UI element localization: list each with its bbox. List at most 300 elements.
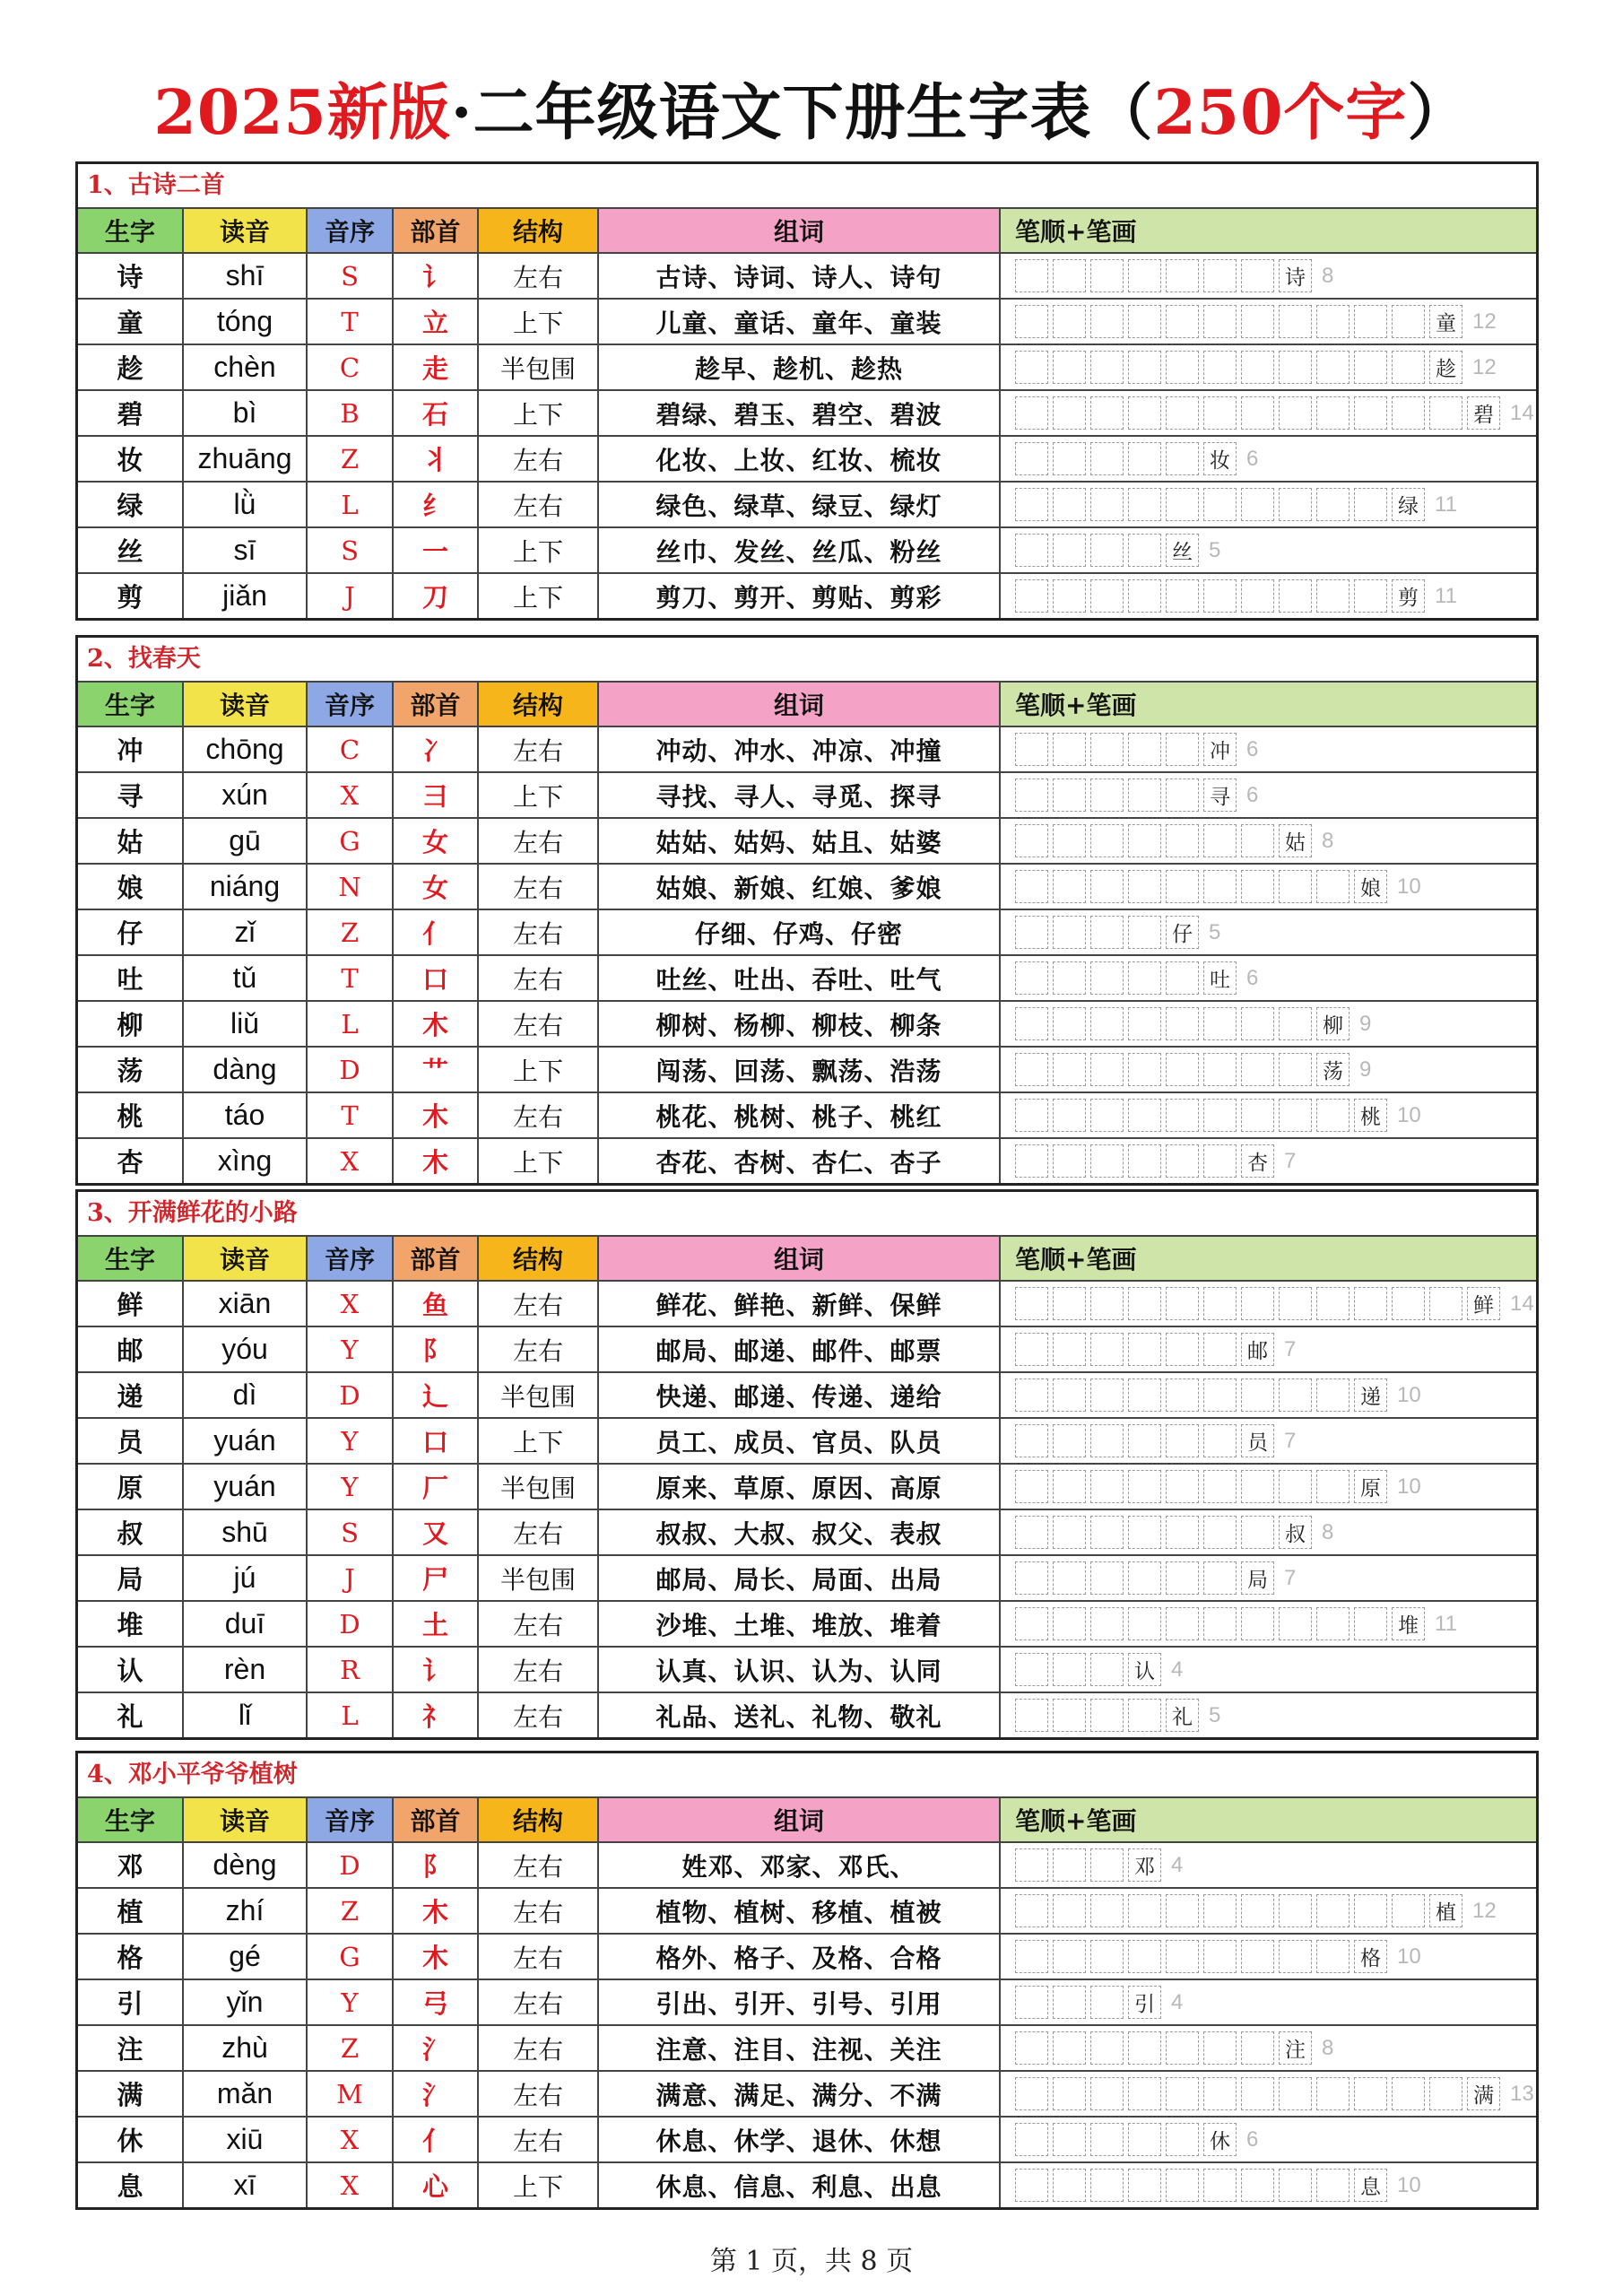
order-cell: Y [308, 1419, 394, 1463]
stroke-step-box [1316, 1607, 1350, 1640]
char-cell: 满 [78, 2072, 184, 2116]
stroke-step-box [1279, 870, 1312, 903]
radical-cell: 阝 [394, 1843, 479, 1887]
table-row [78, 2118, 1536, 2163]
stroke-step-box [1128, 1699, 1161, 1732]
pinyin-cell: gū [184, 819, 308, 863]
stroke-step-box [1354, 1607, 1387, 1640]
stroke-step-box [1166, 2123, 1199, 2156]
pinyin-cell: chèn [184, 345, 308, 389]
stroke-count: 8 [1322, 2035, 1334, 2060]
header-pinyin: 读音 [184, 1237, 308, 1280]
stroke-step-box [1128, 870, 1161, 903]
header-strokes: 笔顺+笔画 [1001, 1237, 1536, 1280]
stroke-step-box [1090, 1378, 1124, 1412]
stroke-order-cell [1001, 483, 1536, 526]
words-cell: 仔细、仔鸡、仔密 [599, 910, 1001, 954]
stroke-step-box [1354, 1894, 1387, 1927]
header-strokes: 笔顺+笔画 [1001, 683, 1536, 726]
table-row [78, 1465, 1536, 1510]
header-radical: 部首 [394, 1798, 479, 1841]
stroke-step-box [1241, 259, 1274, 292]
stroke-grid [1015, 305, 1497, 338]
header-structure: 结构 [479, 683, 599, 726]
stroke-step-box [1090, 2169, 1124, 2202]
words-cell: 丝巾、发丝、丝瓜、粉丝 [599, 528, 1001, 572]
stroke-step-box [1392, 2077, 1425, 2110]
stroke-step-box [1015, 396, 1048, 430]
stroke-step-box [1015, 488, 1048, 521]
order-cell: D [308, 1843, 394, 1887]
stroke-order-cell [1001, 437, 1536, 481]
stroke-step-box: 堆 [1392, 1607, 1425, 1640]
stroke-step-box: 妆 [1203, 442, 1237, 475]
stroke-step-box [1279, 2077, 1312, 2110]
stroke-step-box [1128, 824, 1161, 857]
stroke-count: 6 [1246, 446, 1259, 471]
structure-cell: 左右 [479, 1510, 599, 1554]
structure-cell: 上下 [479, 528, 599, 572]
stroke-step-box [1053, 2169, 1086, 2202]
stroke-step-box [1166, 1470, 1199, 1503]
header-radical: 部首 [394, 683, 479, 726]
stroke-step-box [1053, 396, 1086, 430]
stroke-step-box [1241, 579, 1274, 613]
stroke-step-box [1090, 351, 1124, 384]
stroke-count: 7 [1284, 1565, 1297, 1590]
stroke-step-box [1203, 1470, 1237, 1503]
table-row [78, 1373, 1536, 1419]
stroke-step-box [1166, 2031, 1199, 2065]
order-cell: N [308, 865, 394, 909]
stroke-step-box [1053, 1099, 1086, 1132]
stroke-step-box [1279, 1099, 1312, 1132]
char-cell: 剪 [78, 574, 184, 618]
stroke-count: 8 [1322, 1519, 1334, 1544]
pinyin-cell: chōng [184, 727, 308, 771]
stroke-step-box [1241, 396, 1274, 430]
stroke-step-box [1316, 1470, 1350, 1503]
stroke-count: 10 [1397, 874, 1421, 899]
stroke-step-box [1015, 2031, 1048, 2065]
stroke-step-box [1090, 2077, 1124, 2110]
stroke-step-box: 寻 [1203, 778, 1237, 812]
pinyin-cell: bì [184, 391, 308, 435]
stroke-step-box [1279, 351, 1312, 384]
structure-cell: 左右 [479, 483, 599, 526]
stroke-step-box [1053, 534, 1086, 567]
radical-cell: 彐 [394, 773, 479, 817]
stroke-step-box [1090, 259, 1124, 292]
stroke-step-box [1166, 1424, 1199, 1457]
stroke-order-cell [1001, 391, 1536, 435]
stroke-step-box: 注 [1279, 2031, 1312, 2065]
stroke-step-box: 趁 [1429, 351, 1462, 384]
radical-cell: 礻 [394, 1693, 479, 1737]
stroke-step-box [1166, 2077, 1199, 2110]
stroke-step-box [1241, 1940, 1274, 1973]
table-row [78, 254, 1536, 300]
header-strokes: 笔顺+笔画 [1001, 209, 1536, 252]
stroke-step-box [1128, 259, 1161, 292]
stroke-step-box [1203, 1561, 1237, 1595]
order-cell: S [308, 254, 394, 298]
stroke-step-box [1166, 1378, 1199, 1412]
header-radical: 部首 [394, 209, 479, 252]
stroke-order-cell [1001, 1282, 1536, 1326]
header-order: 音序 [308, 1798, 394, 1841]
table-row [78, 1419, 1536, 1465]
stroke-order-cell [1001, 1648, 1536, 1692]
stroke-grid [1015, 1607, 1457, 1640]
stroke-count: 7 [1284, 1148, 1297, 1173]
header-words: 组词 [599, 1237, 1001, 1280]
char-cell: 递 [78, 1373, 184, 1417]
stroke-step-box [1015, 1607, 1048, 1640]
pinyin-cell: xìng [184, 1139, 308, 1183]
stroke-step-box [1166, 733, 1199, 766]
structure-cell: 左右 [479, 1935, 599, 1979]
stroke-step-box [1015, 1007, 1048, 1040]
stroke-step-box: 桃 [1354, 1099, 1387, 1132]
stroke-step-box [1316, 1894, 1350, 1927]
stroke-step-box [1053, 916, 1086, 949]
order-cell: D [308, 1048, 394, 1091]
char-cell: 杏 [78, 1139, 184, 1183]
order-cell: Y [308, 1465, 394, 1509]
stroke-step-box [1203, 1424, 1237, 1457]
stroke-step-box [1090, 1144, 1124, 1178]
stroke-order-cell [1001, 2026, 1536, 2070]
stroke-grid [1015, 916, 1220, 949]
stroke-grid [1015, 442, 1258, 475]
radical-cell: 木 [394, 1889, 479, 1933]
stroke-step-box [1316, 1099, 1350, 1132]
stroke-step-box [1128, 1287, 1161, 1320]
stroke-order-cell [1001, 865, 1536, 909]
stroke-step-box: 植 [1429, 1894, 1462, 1927]
char-cell: 桃 [78, 1093, 184, 1137]
stroke-step-box [1279, 2169, 1312, 2202]
stroke-step-box [1128, 488, 1161, 521]
stroke-step-box [1241, 351, 1274, 384]
stroke-count: 12 [1472, 354, 1497, 379]
radical-cell: 冫 [394, 727, 479, 771]
header-char: 生字 [78, 209, 184, 252]
stroke-grid [1015, 1470, 1421, 1503]
radical-cell: 亻 [394, 2118, 479, 2161]
stroke-step-box: 冲 [1203, 733, 1237, 766]
table-row [78, 1139, 1536, 1183]
words-cell: 休息、休学、退休、休想 [599, 2118, 1001, 2161]
stroke-step-box [1090, 1986, 1124, 2019]
stroke-step-box [1090, 1053, 1124, 1086]
order-cell: R [308, 1648, 394, 1692]
stroke-step-box [1015, 1986, 1048, 2019]
stroke-step-box [1203, 2031, 1237, 2065]
stroke-step-box [1128, 778, 1161, 812]
char-cell: 息 [78, 2163, 184, 2207]
pinyin-cell: zhù [184, 2026, 308, 2070]
stroke-step-box [1090, 488, 1124, 521]
stroke-order-cell [1001, 1373, 1536, 1417]
section-title: 2、找春天 [78, 638, 1536, 683]
pinyin-cell: yuán [184, 1465, 308, 1509]
order-cell: D [308, 1373, 394, 1417]
structure-cell: 上下 [479, 2163, 599, 2207]
stroke-order-cell [1001, 2072, 1536, 2116]
stroke-step-box [1128, 2169, 1161, 2202]
stroke-step-box: 碧 [1467, 396, 1500, 430]
stroke-step-box [1015, 1333, 1048, 1366]
order-cell: L [308, 483, 394, 526]
stroke-step-box: 诗 [1279, 259, 1312, 292]
stroke-step-box [1316, 2077, 1350, 2110]
table-row [78, 345, 1536, 391]
stroke-step-box [1203, 1940, 1237, 1973]
stroke-grid [1015, 259, 1333, 292]
pinyin-cell: xún [184, 773, 308, 817]
stroke-step-box [1015, 1561, 1048, 1595]
order-cell: S [308, 1510, 394, 1554]
char-cell: 碧 [78, 391, 184, 435]
stroke-step-box [1015, 1699, 1048, 1732]
stroke-step-box [1166, 1607, 1199, 1640]
stroke-step-box [1203, 1516, 1237, 1549]
stroke-step-box [1015, 1378, 1048, 1412]
structure-cell: 左右 [479, 727, 599, 771]
words-cell: 碧绿、碧玉、碧空、碧波 [599, 391, 1001, 435]
stroke-order-cell [1001, 910, 1536, 954]
stroke-step-box [1166, 351, 1199, 384]
stroke-step-box [1203, 2169, 1237, 2202]
words-cell: 沙堆、土堆、堆放、堆着 [599, 1602, 1001, 1646]
table-row [78, 574, 1536, 618]
stroke-step-box [1053, 1424, 1086, 1457]
stroke-step-box [1053, 733, 1086, 766]
order-cell: Y [308, 1327, 394, 1371]
pinyin-cell: tóng [184, 300, 308, 344]
stroke-count: 6 [1246, 965, 1259, 990]
stroke-step-box [1090, 1424, 1124, 1457]
stroke-step-box [1203, 1333, 1237, 1366]
stroke-step-box: 荡 [1316, 1053, 1350, 1086]
stroke-step-box [1053, 1607, 1086, 1640]
stroke-order-cell [1001, 727, 1536, 771]
stroke-order-cell [1001, 773, 1536, 817]
stroke-count: 10 [1397, 2172, 1421, 2197]
stroke-step-box [1128, 534, 1161, 567]
stroke-grid [1015, 488, 1457, 521]
table-header [78, 1798, 1536, 1843]
pinyin-cell: shū [184, 1510, 308, 1554]
stroke-step-box [1015, 1848, 1048, 1882]
table-row [78, 1282, 1536, 1327]
stroke-step-box [1053, 1940, 1086, 1973]
stroke-step-box: 娘 [1354, 870, 1387, 903]
stroke-step-box [1128, 1561, 1161, 1595]
stroke-step-box [1241, 1007, 1274, 1040]
stroke-grid [1015, 1894, 1497, 1927]
stroke-order-cell [1001, 1139, 1536, 1183]
radical-cell: 刀 [394, 574, 479, 618]
char-cell: 堆 [78, 1602, 184, 1646]
pinyin-cell: xī [184, 2163, 308, 2207]
stroke-grid [1015, 396, 1534, 430]
stroke-order-cell [1001, 1093, 1536, 1137]
structure-cell: 左右 [479, 1002, 599, 1046]
stroke-step-box [1128, 1053, 1161, 1086]
stroke-grid [1015, 1699, 1220, 1732]
order-cell: Z [308, 1889, 394, 1933]
section-title: 3、开满鲜花的小路 [78, 1192, 1536, 1237]
header-char: 生字 [78, 1798, 184, 1841]
stroke-step-box: 丝 [1166, 534, 1199, 567]
header-strokes: 笔顺+笔画 [1001, 1798, 1536, 1841]
stroke-step-box [1053, 961, 1086, 995]
stroke-step-box [1316, 351, 1350, 384]
stroke-step-box [1203, 824, 1237, 857]
pinyin-cell: gé [184, 1935, 308, 1979]
stroke-step-box [1015, 1470, 1048, 1503]
lesson-section [75, 635, 1539, 1186]
order-cell: L [308, 1002, 394, 1046]
radical-cell: 木 [394, 1139, 479, 1183]
stroke-step-box: 柳 [1316, 1007, 1350, 1040]
radical-cell: 木 [394, 1093, 479, 1137]
stroke-step-box [1354, 351, 1387, 384]
stroke-step-box [1090, 2031, 1124, 2065]
stroke-step-box [1203, 488, 1237, 521]
words-cell: 快递、邮递、传递、递给 [599, 1373, 1001, 1417]
stroke-step-box [1166, 396, 1199, 430]
order-cell: T [308, 1093, 394, 1137]
stroke-step-box: 邮 [1241, 1333, 1274, 1366]
header-order: 音序 [308, 683, 394, 726]
pinyin-cell: zhuāng [184, 437, 308, 481]
stroke-count: 10 [1397, 1102, 1421, 1127]
radical-cell: 讠 [394, 1648, 479, 1692]
order-cell: T [308, 956, 394, 1000]
stroke-step-box [1090, 442, 1124, 475]
stroke-step-box [1166, 259, 1199, 292]
table-row [78, 1002, 1536, 1048]
stroke-count: 5 [1209, 919, 1221, 944]
stroke-grid [1015, 1940, 1421, 1973]
order-cell: X [308, 773, 394, 817]
stroke-step-box [1166, 1144, 1199, 1178]
stroke-count: 4 [1171, 1852, 1184, 1877]
char-cell: 叔 [78, 1510, 184, 1554]
stroke-step-box [1241, 1470, 1274, 1503]
stroke-step-box [1316, 396, 1350, 430]
stroke-step-box [1090, 579, 1124, 613]
table-header [78, 209, 1536, 254]
char-cell: 娘 [78, 865, 184, 909]
radical-cell: 木 [394, 1002, 479, 1046]
stroke-step-box [1053, 1894, 1086, 1927]
stroke-step-box [1203, 351, 1237, 384]
stroke-step-box [1241, 1099, 1274, 1132]
stroke-order-cell [1001, 345, 1536, 389]
stroke-count: 5 [1209, 537, 1221, 562]
radical-cell: 亻 [394, 910, 479, 954]
title-count: 250个字 [1153, 77, 1408, 149]
stroke-order-cell [1001, 1510, 1536, 1554]
stroke-step-box [1203, 305, 1237, 338]
words-cell: 礼品、送礼、礼物、敬礼 [599, 1693, 1001, 1737]
stroke-count: 4 [1171, 1657, 1184, 1682]
words-cell: 趁早、趁机、趁热 [599, 345, 1001, 389]
stroke-step-box [1166, 579, 1199, 613]
stroke-step-box [1166, 1053, 1199, 1086]
stroke-step-box [1090, 1653, 1124, 1686]
stroke-step-box [1279, 1470, 1312, 1503]
header-char: 生字 [78, 1237, 184, 1280]
stroke-step-box [1128, 351, 1161, 384]
table-row [78, 1556, 1536, 1602]
radical-cell: 尸 [394, 1556, 479, 1600]
pinyin-cell: yuán [184, 1419, 308, 1463]
stroke-step-box [1053, 442, 1086, 475]
stroke-step-box [1053, 1333, 1086, 1366]
stroke-step-box [1053, 1653, 1086, 1686]
stroke-step-box [1015, 1940, 1048, 1973]
stroke-step-box [1128, 1516, 1161, 1549]
stroke-count: 6 [1246, 2126, 1259, 2152]
stroke-order-cell [1001, 2163, 1536, 2207]
stroke-step-box [1090, 961, 1124, 995]
stroke-step-box [1241, 305, 1274, 338]
pinyin-cell: lǜ [184, 483, 308, 526]
stroke-order-cell [1001, 528, 1536, 572]
stroke-step-box [1166, 870, 1199, 903]
char-cell: 荡 [78, 1048, 184, 1091]
stroke-step-box [1279, 305, 1312, 338]
table-row [78, 910, 1536, 956]
words-cell: 认真、认识、认为、认同 [599, 1648, 1001, 1692]
stroke-step-box [1203, 579, 1237, 613]
radical-cell: 女 [394, 865, 479, 909]
structure-cell: 左右 [479, 1648, 599, 1692]
order-cell: S [308, 528, 394, 572]
stroke-step-box [1128, 396, 1161, 430]
stroke-grid [1015, 1986, 1183, 2019]
stroke-step-box: 格 [1354, 1940, 1387, 1973]
stroke-step-box [1053, 351, 1086, 384]
structure-cell: 左右 [479, 1980, 599, 2024]
words-cell: 植物、植树、移植、植被 [599, 1889, 1001, 1933]
stroke-step-box [1128, 305, 1161, 338]
stroke-step-box [1128, 733, 1161, 766]
stroke-count: 12 [1472, 309, 1497, 334]
char-cell: 原 [78, 1465, 184, 1509]
char-cell: 格 [78, 1935, 184, 1979]
pinyin-cell: jú [184, 1556, 308, 1600]
stroke-step-box [1203, 1144, 1237, 1178]
words-cell: 姓邓、邓家、邓氏、 [599, 1843, 1001, 1887]
order-cell: Z [308, 437, 394, 481]
stroke-step-box [1203, 1053, 1237, 1086]
radical-cell: 心 [394, 2163, 479, 2207]
stroke-count: 10 [1397, 1474, 1421, 1499]
order-cell: G [308, 819, 394, 863]
stroke-step-box [1128, 1007, 1161, 1040]
structure-cell: 半包围 [479, 345, 599, 389]
stroke-step-box [1316, 1940, 1350, 1973]
stroke-step-box [1090, 1007, 1124, 1040]
stroke-step-box: 礼 [1166, 1699, 1199, 1732]
